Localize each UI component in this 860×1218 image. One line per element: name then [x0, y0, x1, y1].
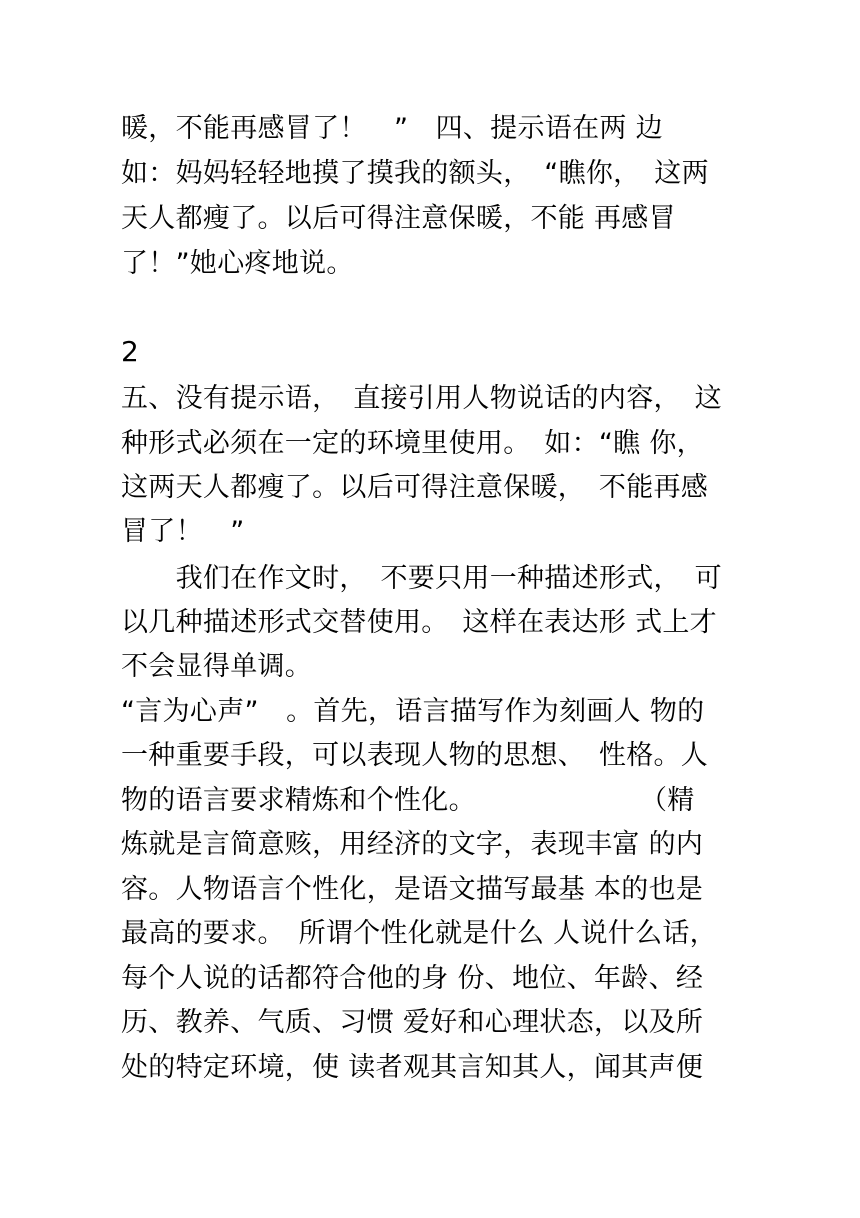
text-line: 物的语言要求精炼和个性化。 （精	[121, 785, 695, 816]
text-line: “言为心声” 。首先，语言描写作为刻画人 物的	[121, 696, 705, 727]
text-line: 一种重要手段，可以表现人物的思想、 性格。人	[121, 740, 709, 771]
text-line: 暖，不能再感冒了！ ” 四、提示语在两 边	[121, 113, 663, 144]
text-line: 容。人物语言个性化，是语文描写最基 本的也是	[121, 874, 704, 905]
text-line: 炼就是言简意赅，用经济的文字，表现丰富 的内	[121, 829, 704, 860]
page-number: 2	[121, 335, 139, 368]
text-line: 五、没有提示语， 直接引用人物说话的内容， 这	[121, 383, 722, 414]
text-line: 每个人说的话都符合他的身 份、地位、年龄、经	[121, 963, 704, 994]
text-line: 这两天人都瘦了。以后可得注意保暖， 不能再感	[121, 472, 709, 503]
text-line: 天人都瘦了。以后可得注意保暖，不能 再感冒	[121, 203, 676, 234]
text-line: 我们在作文时， 不要只用一种描述形式， 可	[121, 563, 722, 594]
text-line: 不会显得单调。	[121, 651, 313, 682]
text-line: 历、教养、气质、习惯 爱好和心理状态，以及所	[121, 1007, 704, 1038]
text-line: 以几种描述形式交替使用。 这样在表达形 式上才	[121, 607, 717, 638]
text-line: 处的特定环境，使 读者观其言知其人，闻其声便	[121, 1052, 704, 1083]
text-line: 冒了！ ”	[121, 516, 245, 547]
text-line: 最高的要求。 所谓个性化就是什么 人说什么话，	[121, 918, 717, 949]
text-line: 了！”她心疼地说。	[121, 248, 354, 279]
text-line: 如：妈妈轻轻地摸了摸我的额头， “瞧你， 这两	[121, 158, 709, 189]
text-line: 种形式必须在一定的环境里使用。 如：“瞧 你，	[121, 428, 704, 459]
